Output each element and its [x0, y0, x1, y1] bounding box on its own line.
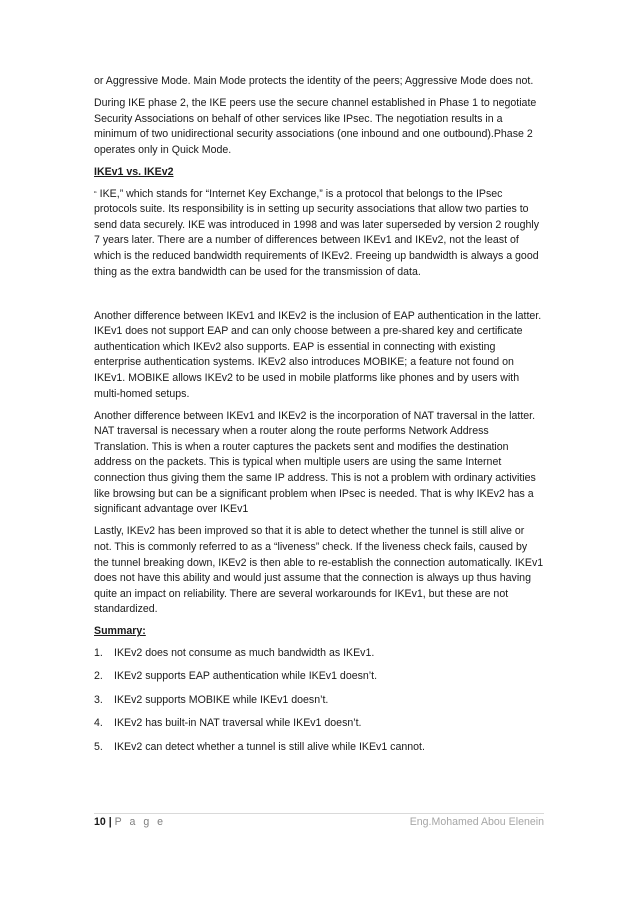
footer-separator: |: [108, 816, 112, 828]
summary-heading: Summary:: [94, 625, 146, 638]
paragraph-liveness: Lastly, IKEv2 has been improved so that it is able to detect whether the tunnel is still alive or not. This is commonly referred to as a “liveness” check. If the liveness check fails, caused by the tunnel breaking down, IKEv2 is then able to re-establish the connection automatically. IKEv1 does not have this ability and would just assume that the connection is always up thus having quite an impact on reliability. There are several workarounds for IKEv1, but these are not standardized.: [94, 525, 544, 616]
opening-quote-mark: “: [94, 189, 97, 199]
summary-item: [94, 669, 544, 685]
summary-item: [94, 740, 544, 756]
page-number: 10: [94, 816, 106, 828]
paragraph-eap: Another difference between IKEv1 and IKEv2 is the inclusion of EAP authentication in the latter. IKEv1 does not support EAP and can only choose between a pre-shared key and certificate authentication which IKEv2 also supports. EAP is essential in connecting with existing enterprise authentication systems. IKEv2 also introduces MOBIKE; a feature not found on IKEv1. MOBIKE allows IKEv2 to be used in mobile platforms like phones and by users with multi-homed setups.: [94, 309, 542, 400]
page-label: P a g e: [114, 816, 166, 828]
summary-item-number: 4.: [94, 717, 103, 730]
summary-item-text: IKEv2 supports EAP authentication while IKEv1 doesn’t.: [114, 670, 378, 683]
summary-item-text: IKEv2 has built-in NAT traversal while IKEv1 doesn’t.: [114, 717, 362, 730]
summary-list: [94, 646, 544, 755]
summary-item: [94, 693, 544, 709]
paragraph-ike-intro-text: IKE,” which stands for “Internet Key Exchange,” is a protocol that belongs to the IPsec protocols suite. Its responsibility is in setting up security associations that allow two parties to send data securely. IKE was introduced in 1998 and was later superseded by version 2 roughly 7 years later. There are a number of differences between IKEv1 and IKEv2, not the least of which is the reduced bandwidth requirements of IKEv2. Freeing up bandwidth is always a good thing as the extra bandwidth can be used for the transmission of data.: [94, 187, 540, 278]
page-indicator: [94, 816, 166, 828]
summary-item-number: 2.: [94, 670, 103, 683]
footer-author: Eng.Mohamed Abou Elenein: [409, 816, 544, 828]
summary-item-text: IKEv2 supports MOBIKE while IKEv1 doesn’t.: [114, 693, 329, 706]
paragraph-aggressive-mode: or Aggressive Mode. Main Mode protects the identity of the peers; Aggressive Mode does not.: [94, 75, 534, 87]
summary-item-text: IKEv2 can detect whether a tunnel is still alive while IKEv1 cannot.: [114, 740, 425, 753]
paragraph-ike-intro: [94, 187, 544, 281]
summary-item-text: IKEv2 does not consume as much bandwidth as IKEv1.: [114, 647, 375, 659]
summary-item: [94, 716, 544, 732]
paragraph-ike-phase-2: During IKE phase 2, the IKE peers use the secure channel established in Phase 1 to negotiate Security Associations on behalf of other services like IPsec. The negotiation results in a minimum of two unidirectional security associations (one inbound and one outbound).Phase 2 operates only in Quick Mode.: [94, 97, 537, 156]
paragraph-gap: [94, 287, 544, 309]
page-body: [94, 74, 544, 763]
summary-item-number: 3.: [94, 693, 103, 706]
page-footer: [94, 816, 544, 828]
section-heading: IKEv1 vs. IKEv2: [94, 165, 174, 178]
summary-item-number: 1.: [94, 647, 103, 659]
footer-divider: [94, 813, 544, 814]
paragraph-nat-traversal: Another difference between IKEv1 and IKEv2 is the incorporation of NAT traversal in the latter. NAT traversal is necessary when a router along the route performs Network Address Translation. This is when a router captures the packets sent and modifies the destination address on the packets. This is typical when multiple users are using the same Internet connection thus giving them the same IP address. This is not a problem with ordinary activities like browsing but can be a significant problem when IPsec is needed. That is why IKEv2 has a significant advantage over IKEv1: [94, 409, 536, 516]
summary-item: [94, 646, 544, 662]
summary-item-number: 5.: [94, 740, 103, 753]
